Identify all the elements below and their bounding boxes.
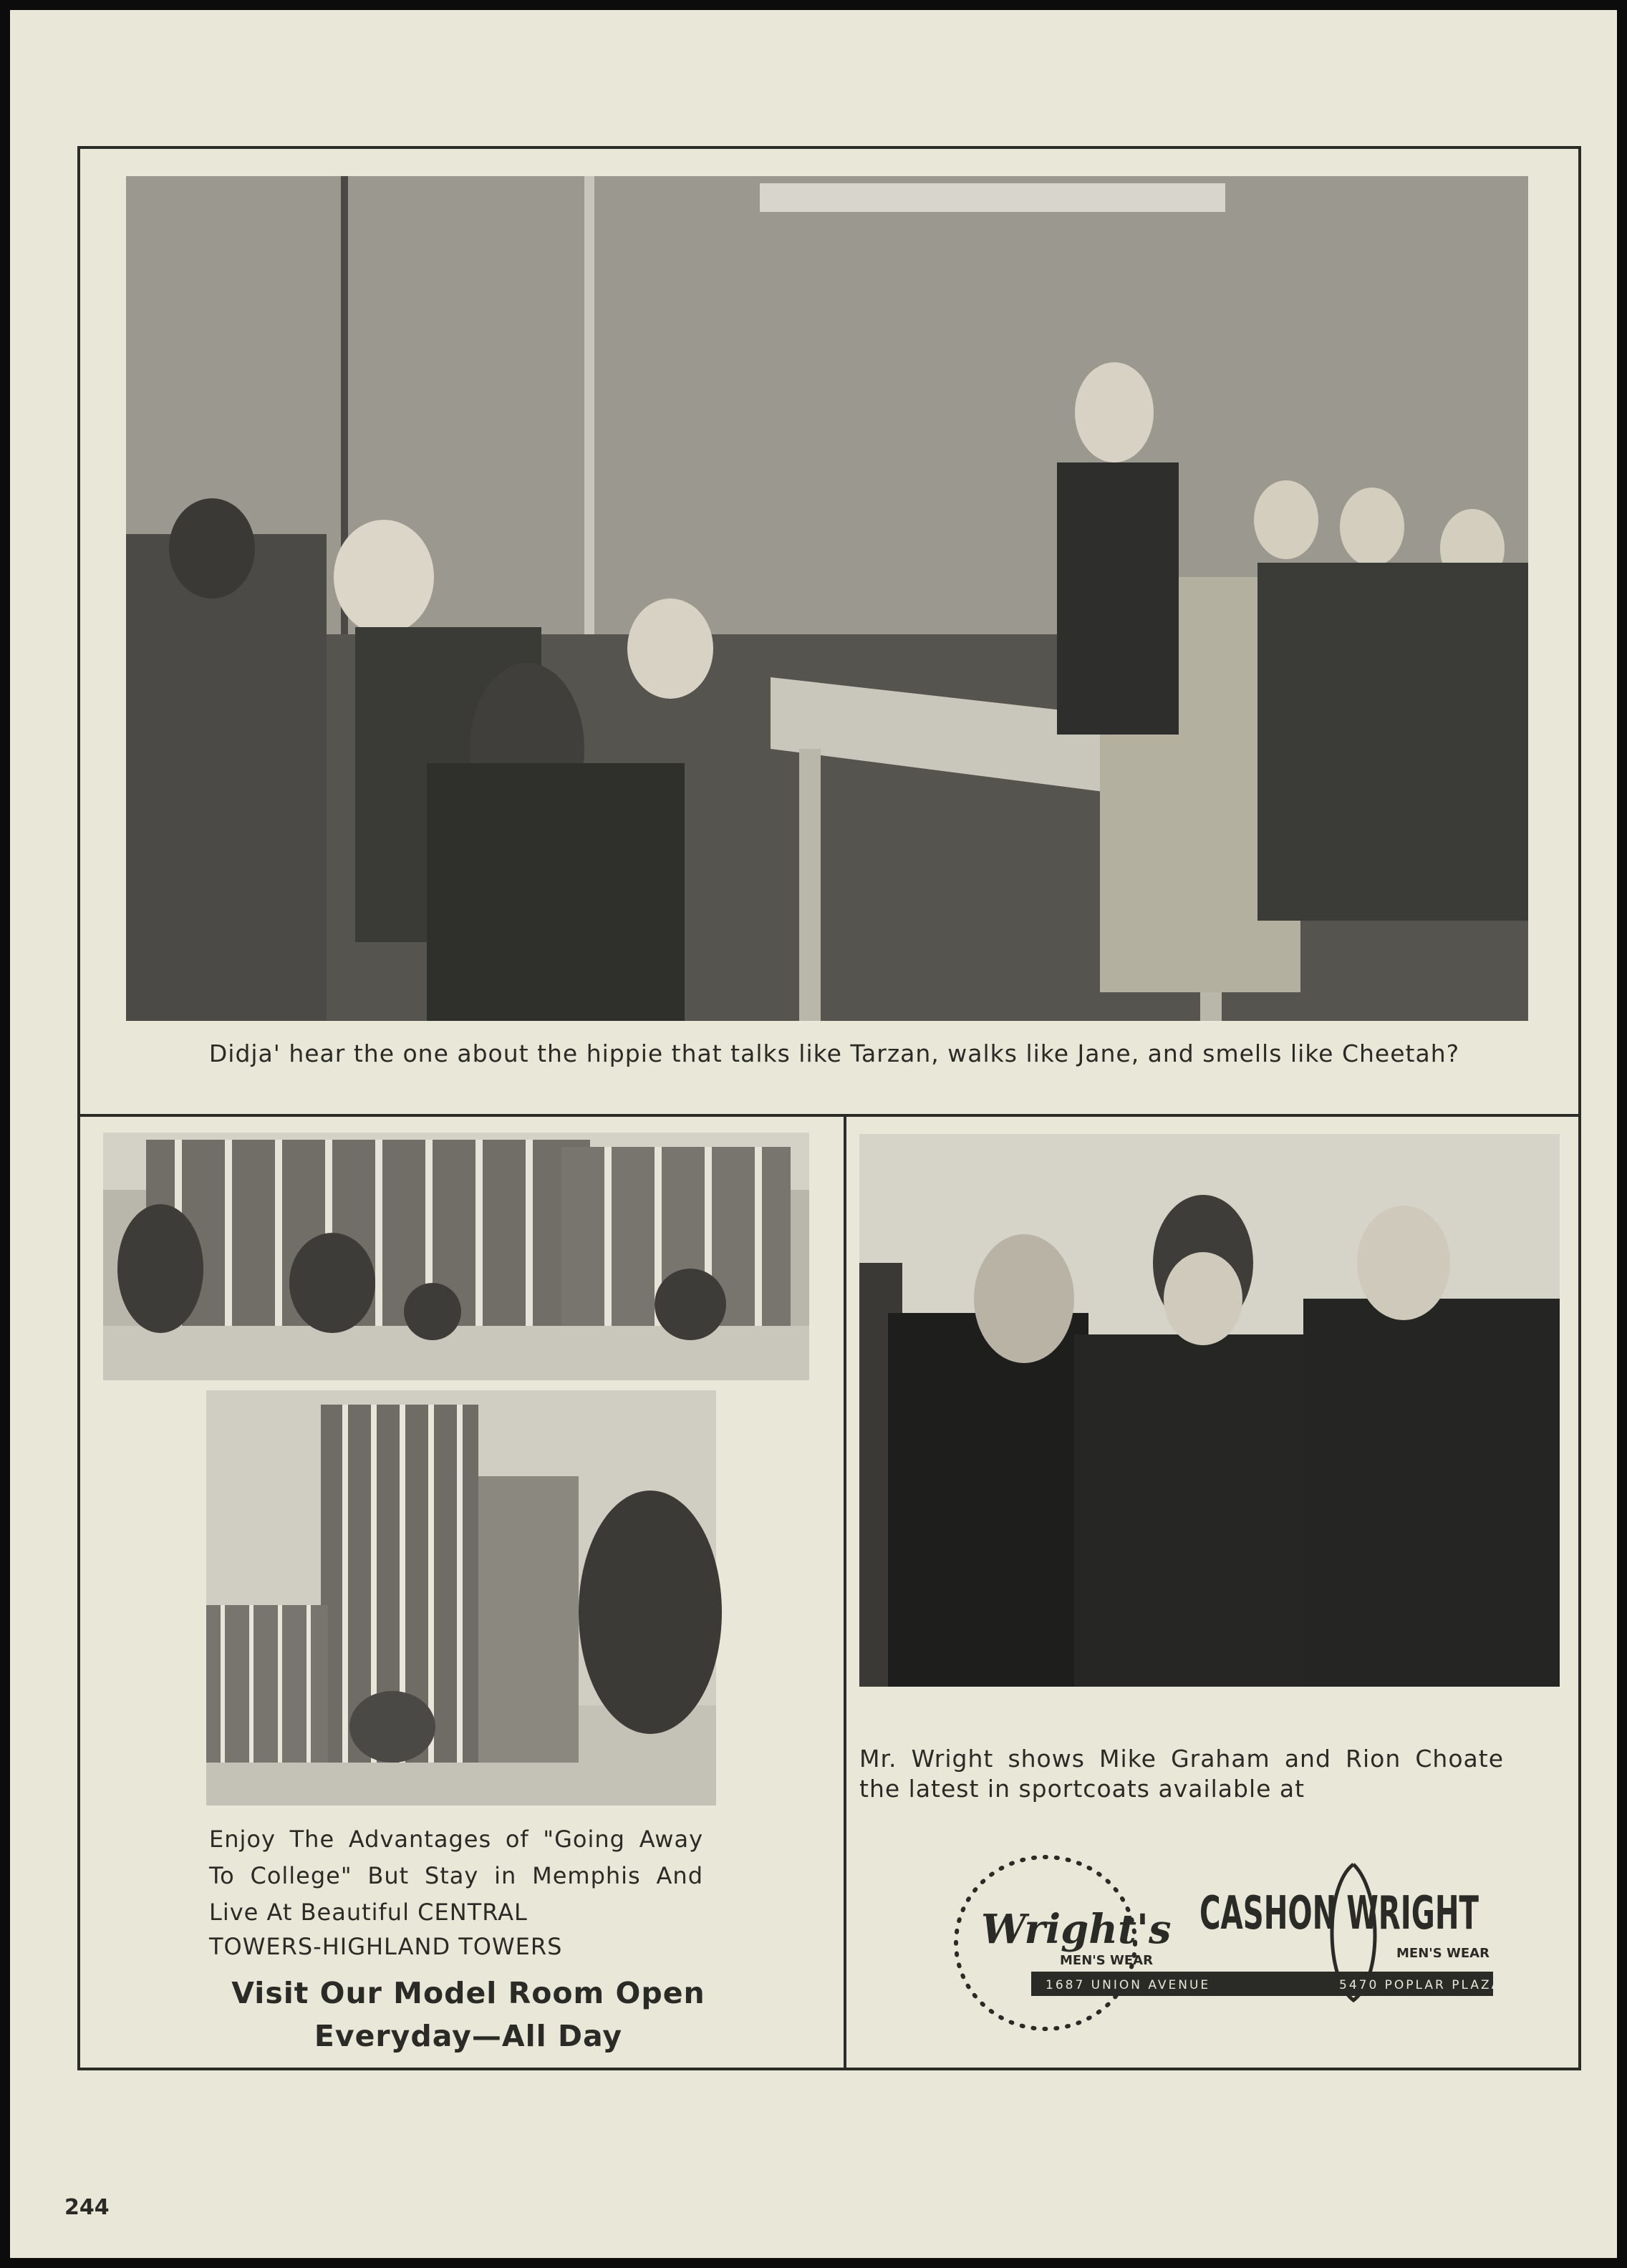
yearbook-page [10,10,1617,2258]
logo-wrights-sub: MEN'S WEAR [1060,1953,1153,1968]
logo-address-left: 1687 UNION AVENUE [1046,1978,1211,1992]
classroom-photo [126,176,1528,1021]
towers-ad-body: Enjoy The Advantages of "Going Away To College" But Stay in Memphis And Live At Beautiful CENTRAL [209,1826,703,1926]
logo-wrights-text: Wright's [981,1906,1172,1953]
logo-cashon-sub: MEN'S WEAR [1396,1946,1490,1961]
towers-ad-headline-1: Visit Our Model Room Open [231,1976,705,2010]
highland-towers-photo [206,1390,716,1806]
page-number: 244 [64,2195,110,2220]
logo-cashon-wright-text: CASHON WRIGHT [1199,1887,1479,1940]
wright-suits-photo [859,1134,1560,1687]
towers-ad-headline-2: Everyday—All Day [314,2019,623,2053]
towers-ad-body-2: TOWERS-HIGHLAND TOWERS [209,1933,563,1960]
classroom-caption: Didja' hear the one about the hippie that talks like Tarzan, walks like Jane, and smells like Cheetah? [208,1040,1460,1067]
wright-caption: Mr. Wright shows Mike Graham and Rion Choate the latest in sportcoats available at [859,1745,1504,1803]
logo-address-right: 5470 POPLAR PLAZA [1339,1978,1502,1992]
central-towers-photo [103,1133,809,1380]
cashon-wright-logo [952,1836,1502,2050]
